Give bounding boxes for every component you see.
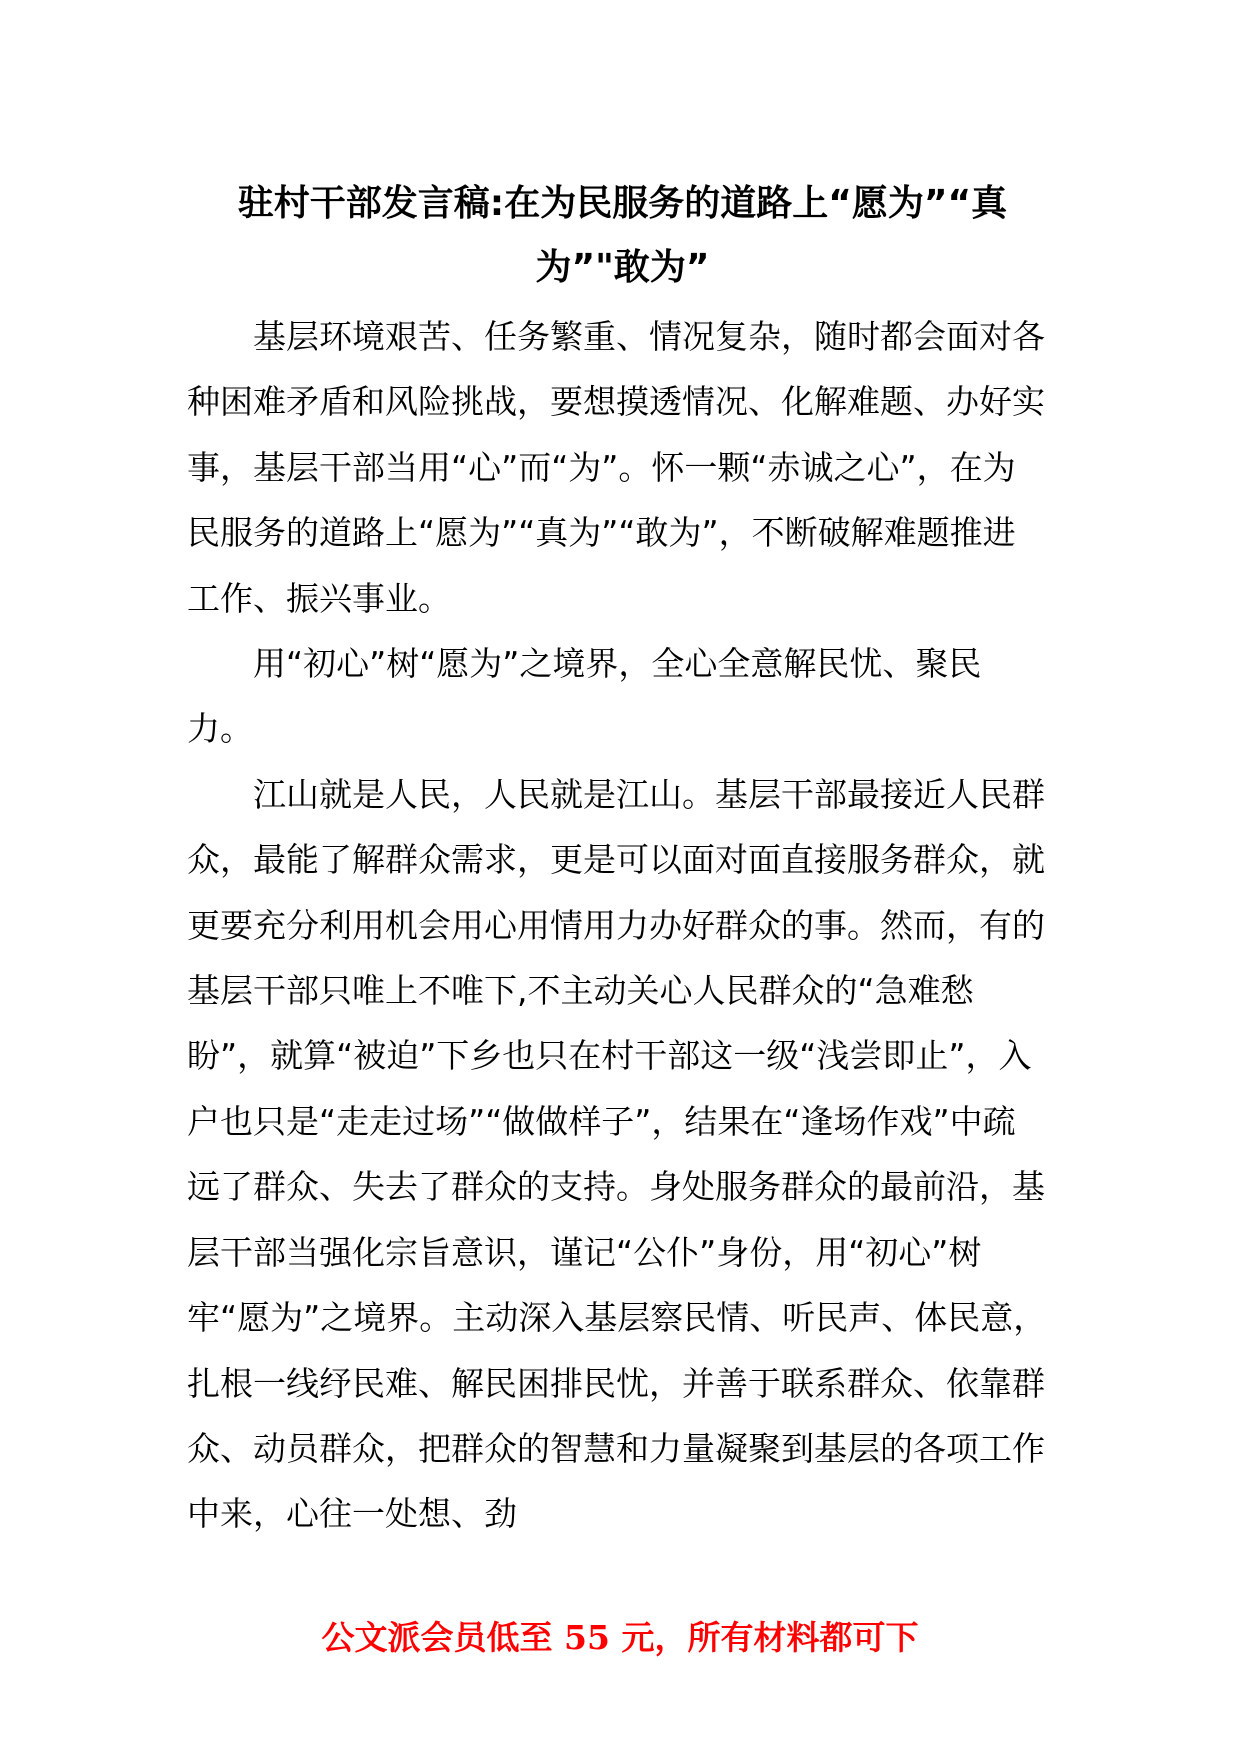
paragraph-intro: 基层环境艰苦、任务繁重、情况复杂，随时都会面对各种困难矛盾和风险挑战，要想摸透情况、化解难题、办好实事，基层干部当用“心”而“为”。怀一颗“赤诚之心”，在为民服务的道路上“愿为”“真为”“敢为”，不断破解难题推进工作、振兴事业。 (187, 317, 1045, 618)
paragraph-heading-1: 用“初心”树“愿为”之境界，全心全意解民忧、聚民力。 (187, 644, 982, 749)
document-title: 驻村干部发言稿:在为民服务的道路上“愿为”“真为”"敢为” (237, 183, 1008, 288)
document-body (187, 304, 1047, 1547)
paragraph-body-1: 江山就是人民，人民就是江山。基层干部最接近人民群众，最能了解群众需求，更是可以面对面直接服务群众，就更要充分利用机会用心用情用力办好群众的事。然而，有的基层干部只唯上不唯下,不主动关心人民群众的“急难愁盼”，就算“被迫”下乡也只在村干部这一级“浅尝即止”，入户也只是“走走过场”“做做样子”，结果在“逢场作戏”中疏远了群众、失去了群众的支持。身处服务群众的最前沿，基层干部当强化宗旨意识，谨记“公仆”身份，用“初心”树牢“愿为”之境界。主动深入基层察民情、听民声、体民意，扎根一线纾民难、解民困排民忧，并善于联系群众、依靠群众、动员群众，把群众的智慧和力量凝聚到基层的各项工作中来，心往一处想、劲 (187, 774, 1047, 1534)
promo-footer: 公文派会员低至 55 元，所有材料都可下 (321, 1618, 919, 1657)
